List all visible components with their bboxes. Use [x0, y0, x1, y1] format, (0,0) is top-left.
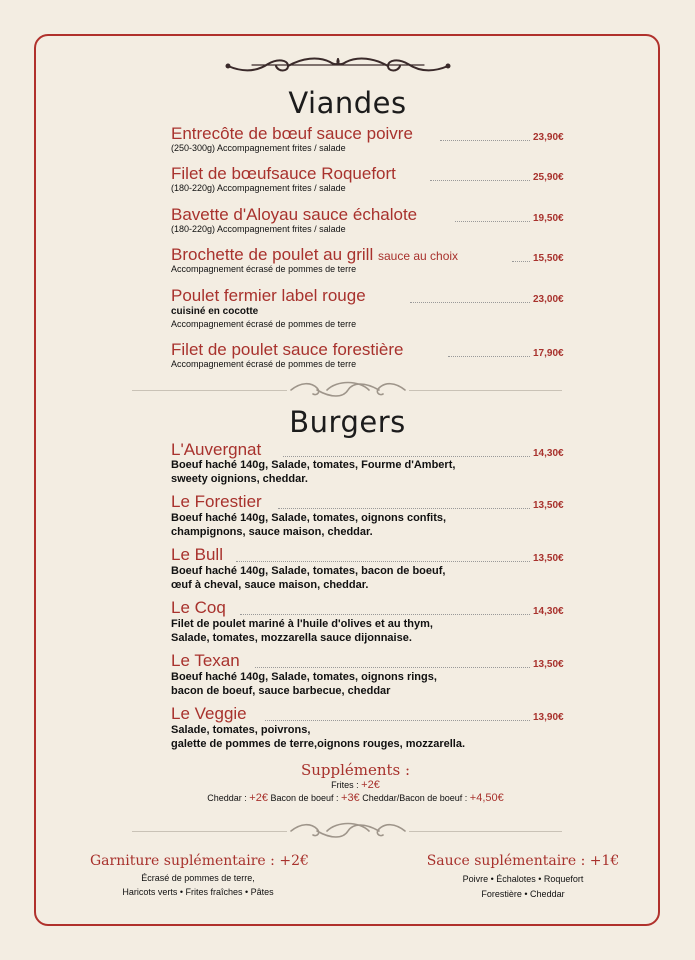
- menu-item-description: sweety oignions, cheddar.: [171, 473, 308, 485]
- menu-item-title: Filet de poulet sauce forestière: [171, 340, 404, 359]
- dot-leader: [512, 261, 530, 262]
- menu-item-description: champignons, sauce maison, cheddar.: [171, 526, 373, 538]
- menu-item-description: Boeuf haché 140g, Salade, tomates, oignons confits,: [171, 512, 447, 524]
- garniture-line: Haricots verts • Frites fraîches • Pâtes: [122, 887, 274, 897]
- menu-item-title: Entrecôte de bœuf sauce poivre: [171, 124, 413, 143]
- menu-item-title: Brochette de poulet au grill sauce au choix: [171, 245, 459, 264]
- dot-leader: [265, 720, 530, 721]
- sauce-line: Forestière • Cheddar: [481, 889, 565, 899]
- menu-item-title: L'Auvergnat: [171, 440, 262, 459]
- menu-item-title: Le Coq: [171, 598, 226, 617]
- menu-item-description: Accompagnement écrasé de pommes de terre: [171, 264, 357, 274]
- dot-leader: [283, 456, 530, 457]
- divider-ornament-icon: [287, 819, 409, 843]
- menu-item-description: bacon de boeuf, sauce barbecue, cheddar: [171, 685, 391, 697]
- dot-leader: [440, 140, 530, 141]
- menu-item-description: Boeuf haché 140g, Salade, tomates, bacon de boeuf,: [171, 565, 446, 577]
- supplements-heading: Suppléments :: [300, 761, 411, 779]
- menu-item-description: (180-220g) Accompagnement frites / salade: [171, 224, 346, 234]
- menu-item-description: galette de pommes de terre,oignons rouges, mozzarella.: [171, 738, 466, 750]
- menu-item-title: Le Forestier: [171, 492, 262, 511]
- menu-item-price: 13,50€: [533, 553, 564, 564]
- menu-item-price: 23,90€: [533, 132, 564, 143]
- menu-item-description: Filet de poulet mariné à l'huile d'olives et au thym,: [171, 618, 433, 630]
- dot-leader: [236, 561, 530, 562]
- menu-item-description: (180-220g) Accompagnement frites / salade: [171, 183, 346, 193]
- menu-item-description: Accompagnement écrasé de pommes de terre: [171, 319, 357, 329]
- menu-item-price: 13,90€: [533, 712, 564, 723]
- dot-leader: [278, 508, 530, 509]
- menu-item-description: Salade, tomates, mozzarella sauce dijonnaise.: [171, 632, 412, 644]
- menu-item-title: Le Texan: [171, 651, 240, 670]
- menu-item-title: Le Bull: [171, 545, 223, 564]
- menu-item-description: Salade, tomates, poivrons,: [171, 724, 311, 736]
- menu-item-title: Filet de bœufsauce Roquefort: [171, 164, 396, 183]
- supplements-frites: Frites : +2€: [331, 779, 380, 791]
- dot-leader: [410, 302, 530, 303]
- menu-item-price: 14,30€: [533, 448, 564, 459]
- dot-leader: [255, 667, 530, 668]
- sauce-line: Poivre • Échalotes • Roquefort: [462, 874, 584, 884]
- divider-ornament-icon: [287, 378, 409, 402]
- garniture-line: Écrasé de pommes de terre,: [141, 873, 255, 883]
- menu-item-price: 14,30€: [533, 606, 564, 617]
- menu-item-description: Accompagnement écrasé de pommes de terre: [171, 359, 357, 369]
- top-ornament-icon: [222, 50, 454, 78]
- supplements-extras: Cheddar : +2€ Bacon de boeuf : +3€ Cheddar/Bacon de boeuf : +4,50€: [207, 792, 504, 804]
- menu-item-title: Poulet fermier label rouge: [171, 286, 366, 305]
- menu-item-price: 13,50€: [533, 500, 564, 511]
- dot-leader: [430, 180, 530, 181]
- menu-item-description: œuf à cheval, sauce maison, cheddar.: [171, 579, 369, 591]
- garniture-heading: Garniture suplémentaire : +2€: [90, 853, 309, 869]
- menu-item-description: Boeuf haché 140g, Salade, tomates, Fourme d'Ambert,: [171, 459, 456, 471]
- menu-item-title: Bavette d'Aloyau sauce échalote: [171, 205, 418, 224]
- menu-item-price: 13,50€: [533, 659, 564, 670]
- dot-leader: [455, 221, 530, 222]
- menu-item-description: Boeuf haché 140g, Salade, tomates, oignons rings,: [171, 671, 437, 683]
- menu-item-price: 25,90€: [533, 172, 564, 183]
- sauce-heading: Sauce suplémentaire : +1€: [426, 853, 620, 869]
- section-title-viandes: Viandes: [288, 86, 407, 120]
- dot-leader: [240, 614, 530, 615]
- menu-item-description: (250-300g) Accompagnement frites / salade: [171, 143, 346, 153]
- menu-item-price: 15,50€: [533, 253, 564, 264]
- menu-item-description: cuisiné en cocotte: [171, 306, 259, 317]
- menu-item-price: 23,00€: [533, 294, 564, 305]
- menu-item-title: Le Veggie: [171, 704, 247, 723]
- menu-item-price: 19,50€: [533, 213, 564, 224]
- dot-leader: [448, 356, 530, 357]
- menu-item-price: 17,90€: [533, 348, 564, 359]
- section-title-burgers: Burgers: [289, 405, 406, 439]
